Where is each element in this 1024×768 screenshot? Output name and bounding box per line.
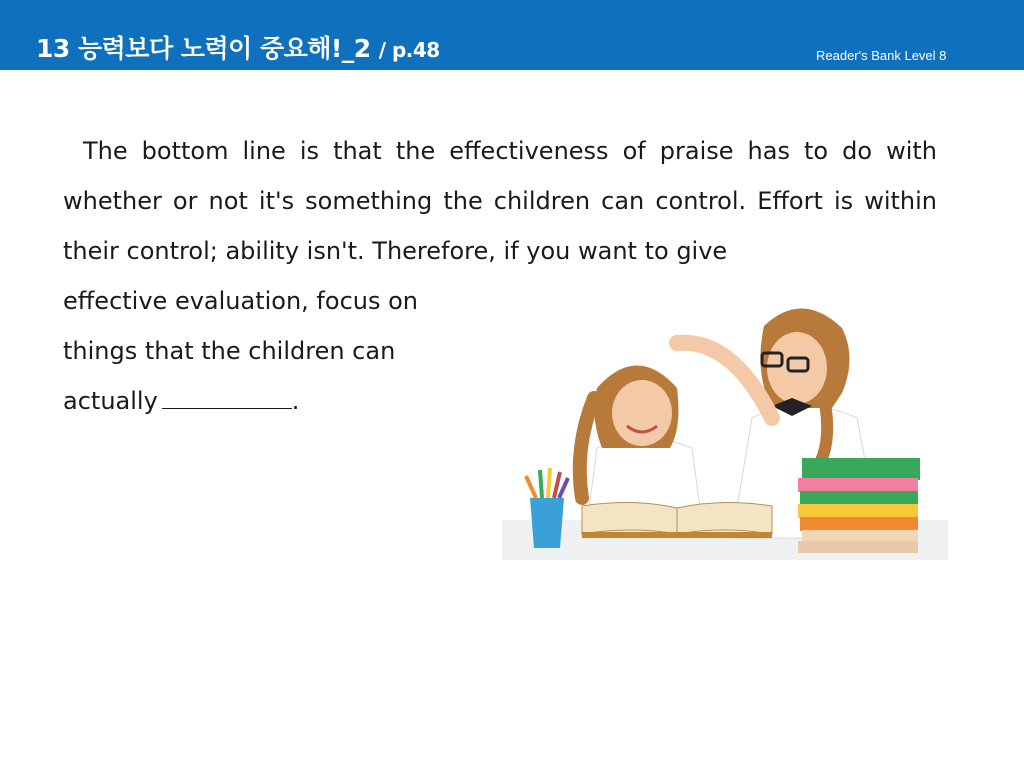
slide-title-text: 13 능력보다 노력이 중요해!_2	[36, 34, 371, 63]
passage-paragraph	[63, 126, 937, 276]
teacher-and-student-photo	[502, 298, 948, 560]
slide-title	[36, 29, 440, 65]
slide-header	[0, 0, 1024, 70]
brand-label: Reader's Bank Level 8	[816, 48, 947, 63]
passage-line-6-prefix: actually	[63, 387, 158, 415]
passage-text: The bottom line is that the effectiveness of praise has to do with whether or not it's something the children can control. Effort is within their control; ability isn't. Therefore, if you want to give	[63, 137, 937, 265]
passage-line-5: things that the children can	[63, 337, 396, 365]
page-reference: / p.48	[378, 38, 440, 62]
passage-line-6	[63, 376, 299, 426]
passage-line-6-suffix: .	[291, 387, 300, 415]
teacher-and-student-with-books-icon	[502, 298, 948, 560]
fill-in-blank	[162, 388, 292, 409]
passage-line-4: effective evaluation, focus on	[63, 287, 418, 315]
